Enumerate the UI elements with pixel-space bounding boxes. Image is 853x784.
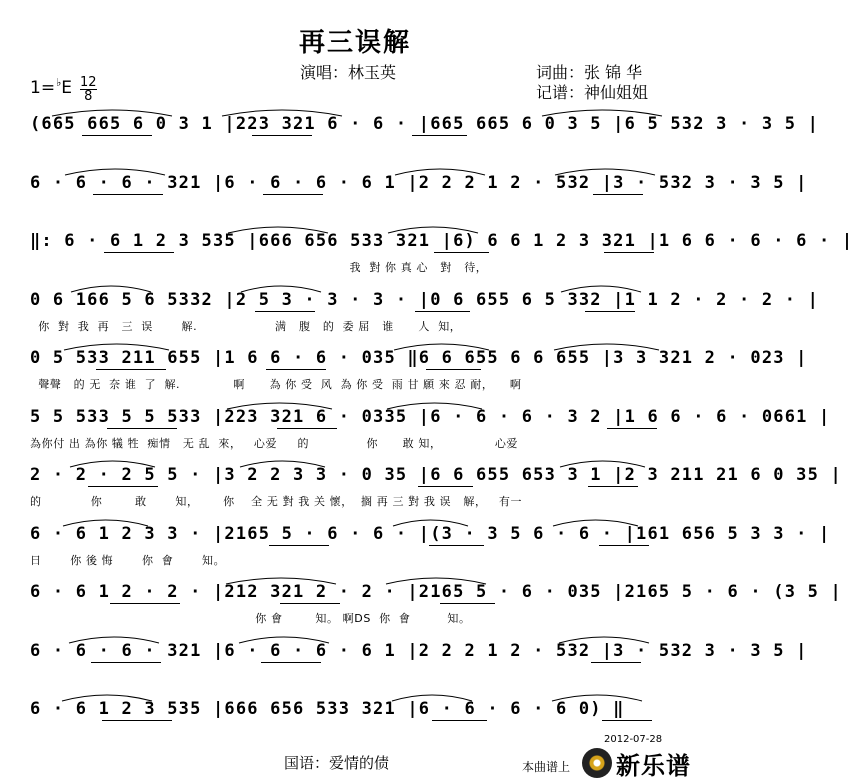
footer-song-note: 国语：爱情的债: [284, 754, 390, 772]
beam-line: [415, 311, 470, 312]
beam-line: [432, 720, 487, 721]
beam-line: [269, 545, 329, 546]
beam-line: [418, 486, 473, 487]
lyrics-line: 聲聲 的 无 奈 谁 了 解. 啊 為 你 受 风 為 你 受 雨 甘 願 來 忍 耐， 啊: [30, 378, 522, 391]
key-signature: [30, 78, 72, 98]
time-signature-top: 12: [80, 75, 97, 90]
beam-line: [107, 428, 177, 429]
notation-line: 6 · 6 · 6 · 321 |6 · 6 · 6 · 6 1 |2 2 2 1 2 · 532 |3 · 532 3 · 3 5 |: [30, 641, 808, 661]
beam-line: [263, 194, 323, 195]
notation-line: 6 · 6 1 2 · 2 · |212 321 2 · 2 · |2165 5 · 6 · 035 |2165 5 · 6 · (3 5 |: [30, 582, 842, 602]
lyrics-line: 為你付 出 為你 犠 牲 痴情 无 乱 來， 心爱 的 你 敢 知， 心爱: [30, 437, 519, 450]
beam-line: [277, 428, 337, 429]
music-disc-icon: [582, 748, 612, 778]
beam-line: [93, 194, 163, 195]
notation-line: 6 · 6 1 2 3 535 |666 656 533 321 |6 · 6 · 6 · 6 0) ‖: [30, 699, 625, 719]
time-signature: [80, 76, 97, 103]
singer-credit: 演唱：林玉英: [300, 63, 397, 82]
beam-line: [412, 135, 467, 136]
page-title: 再三误解: [298, 28, 411, 58]
notation-line: 2 · 2 · 2 5 5 · |3 2 2 3 3 · 0 35 |6 6 655 653 3 1 |2 3 211 21 6 0 35 |: [30, 465, 842, 485]
beam-line: [593, 194, 643, 195]
beam-line: [82, 135, 152, 136]
beam-line: [91, 662, 161, 663]
beam-line: [588, 486, 638, 487]
key-accidental: ♭: [56, 76, 62, 89]
notation-line: 0 6 166 5 6 5332 |2 5 3 · 3 · 3 · |0 6 655 6 5 332 |1 1 2 · 2 · 2 · |: [30, 290, 820, 310]
lyrics-line: 你 會 知。 啊DS 你 會 知。: [30, 612, 471, 625]
beam-line: [102, 720, 172, 721]
beam-line: [429, 545, 484, 546]
logo-text: 新乐谱: [616, 752, 691, 780]
beam-line: [434, 252, 489, 253]
footer-date: 2012-07-28: [604, 734, 663, 745]
beam-line: [88, 486, 158, 487]
lyrics-line: 的 你 敢 知， 你 全 无 對 我 关 懷， 搁 再 三 對 我 误 解， 有一: [30, 495, 523, 508]
notation-line: 0 5 533 211 655 |1 6 6 · 6 · 035 ‖6 6 655 6 6 655 |3 3 321 2 · 023 |: [30, 348, 808, 368]
beam-line: [440, 603, 495, 604]
beam-line: [599, 545, 649, 546]
beam-line: [252, 135, 312, 136]
beam-line: [591, 662, 641, 663]
time-signature-bottom: 8: [84, 89, 93, 104]
notation-line: (665 665 6 0 3 1 |223 321 6 · 6 · |665 665 6 0 3 5 |6 5 532 3 · 3 5 |: [30, 114, 820, 134]
beam-line: [261, 662, 321, 663]
site-logo: [582, 746, 702, 782]
beam-line: [96, 369, 166, 370]
beam-line: [255, 311, 315, 312]
beam-line: [110, 603, 180, 604]
beam-line: [607, 428, 657, 429]
key-prefix: 1=: [30, 78, 56, 98]
beam-line: [266, 369, 326, 370]
lyrics-line: 我 對 你 真 心 對 待，: [30, 261, 488, 274]
notation-line: ‖: 6 · 6 1 2 3 535 |666 656 533 321 |6) 6 6 1 2 3 321 |1 6 6 · 6 · 6 · |: [30, 231, 853, 251]
composer-credit: 词曲：张 锦 华: [536, 63, 643, 82]
beam-line: [604, 252, 654, 253]
footer-source: 本曲谱上: [522, 760, 571, 774]
lyrics-line: 你 對 我 再 三 误 解. 满 腹 的 委 屈 谁 人 知，: [30, 320, 462, 333]
beam-line: [602, 720, 652, 721]
transcriber-credit: 记谱：神仙姐姐: [536, 83, 649, 102]
notation-line: 6 · 6 · 6 · 321 |6 · 6 · 6 · 6 1 |2 2 2 1 2 · 532 |3 · 532 3 · 3 5 |: [30, 173, 808, 193]
lyrics-line: 日 你 後 悔 你 會 知。: [30, 554, 226, 567]
notation-line: 6 · 6 1 2 3 3 · |2165 5 · 6 · 6 · |(3 · 3 5 6 · 6 · |161 656 5 3 3 · |: [30, 524, 831, 544]
beam-line: [585, 311, 635, 312]
beam-line: [280, 603, 340, 604]
beam-line: [104, 252, 174, 253]
key-note: E: [61, 78, 73, 98]
notation-line: 5 5 533 5 5 533 |223 321 6 · 0335 |6 · 6 · 6 · 3 2 |1 6 6 · 6 · 0661 |: [30, 407, 831, 427]
beam-line: [426, 369, 481, 370]
